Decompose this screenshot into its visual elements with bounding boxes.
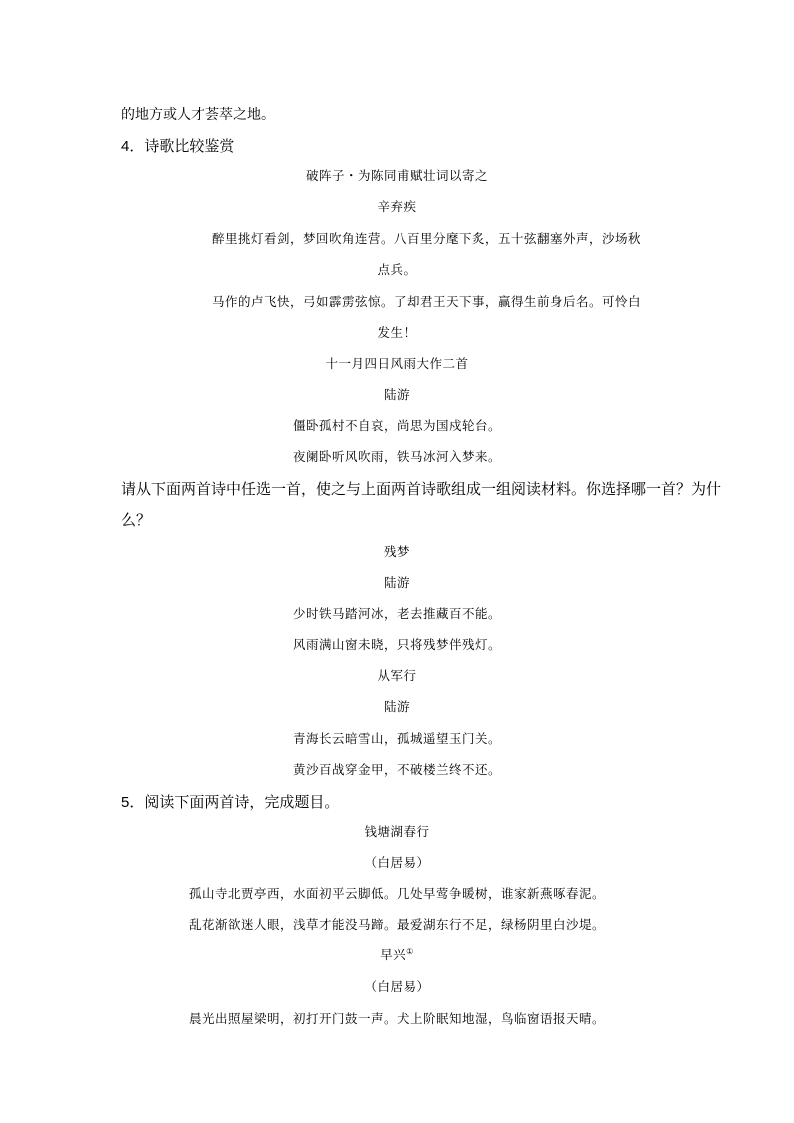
poem-line: 点兵。 xyxy=(377,262,417,277)
poem-author: （白居易） xyxy=(364,979,430,994)
poem-title: 破阵子・为陈同甫赋壮词以寄之 xyxy=(305,168,488,183)
poem-line: 马作的卢飞快，弓如霹雳弦惊。了却君王天下事，赢得生前身后名。可怜白 xyxy=(212,294,642,309)
poem-line: 醉里挑灯看剑，梦回吹角连营。八百里分麾下炙，五十弦翻塞外声，沙场秋 xyxy=(212,231,642,246)
poem-author: （白居易） xyxy=(364,855,430,870)
poem-title: 钱塘湖春行 xyxy=(364,824,430,839)
poem-line: 孤山寺北贾亭西，水面初平云脚低。几处早莺争暖树，谁家新燕啄春泥。 xyxy=(188,886,605,901)
poem-line: 夜阑卧听风吹雨，铁马冰河入梦来。 xyxy=(292,449,501,464)
poem-line: 风雨满山窗未晓，只将残梦伴残灯。 xyxy=(292,637,501,652)
poem-line: 乱花渐欲迷人眼，浅草才能没马蹄。最爱湖东行不足，绿杨阴里白沙堤。 xyxy=(188,917,605,932)
question-text: 请从下面两首诗中任选一首，使之与上面两首诗歌组成一组阅读材料。你选择哪一首？为什 xyxy=(121,481,722,498)
poem-title xyxy=(0,945,794,963)
poem-author: 陆游 xyxy=(383,699,410,714)
poem-line: 晨光出照屋梁明，初打开门鼓一声。犬上阶眠知地湿，鸟临窗语报天晴。 xyxy=(188,1011,605,1026)
poem-line: 黄沙百战穿金甲，不破楼兰终不还。 xyxy=(292,762,501,777)
poem-title: 从军行 xyxy=(377,668,417,683)
poem-author: 陆游 xyxy=(383,575,410,590)
question-4-heading: 4．诗歌比较鉴赏 xyxy=(121,138,235,155)
poem-title: 残梦 xyxy=(383,544,410,559)
poem-line: 青海长云暗雪山，孤城遥望玉门关。 xyxy=(292,731,501,746)
poem-author: 陆游 xyxy=(383,387,410,402)
question-5-heading: 5．阅读下面两首诗，完成题目。 xyxy=(121,794,340,811)
question-text: 么？ xyxy=(121,512,152,529)
poem-line: 发生！ xyxy=(377,325,417,340)
poem-title: 十一月四日风雨大作二首 xyxy=(325,356,469,371)
continued-text: 的地方或人才荟萃之地。 xyxy=(121,106,275,122)
poem-line: 僵卧孤村不自哀，尚思为国戍轮台。 xyxy=(292,418,501,433)
poem-author: 辛弃疾 xyxy=(377,199,417,214)
footnote-marker: ① xyxy=(406,946,414,956)
poem-title-text: 早兴 xyxy=(380,947,407,962)
poem-line: 少时铁马踏河冰，老去推藏百不能。 xyxy=(292,606,501,621)
